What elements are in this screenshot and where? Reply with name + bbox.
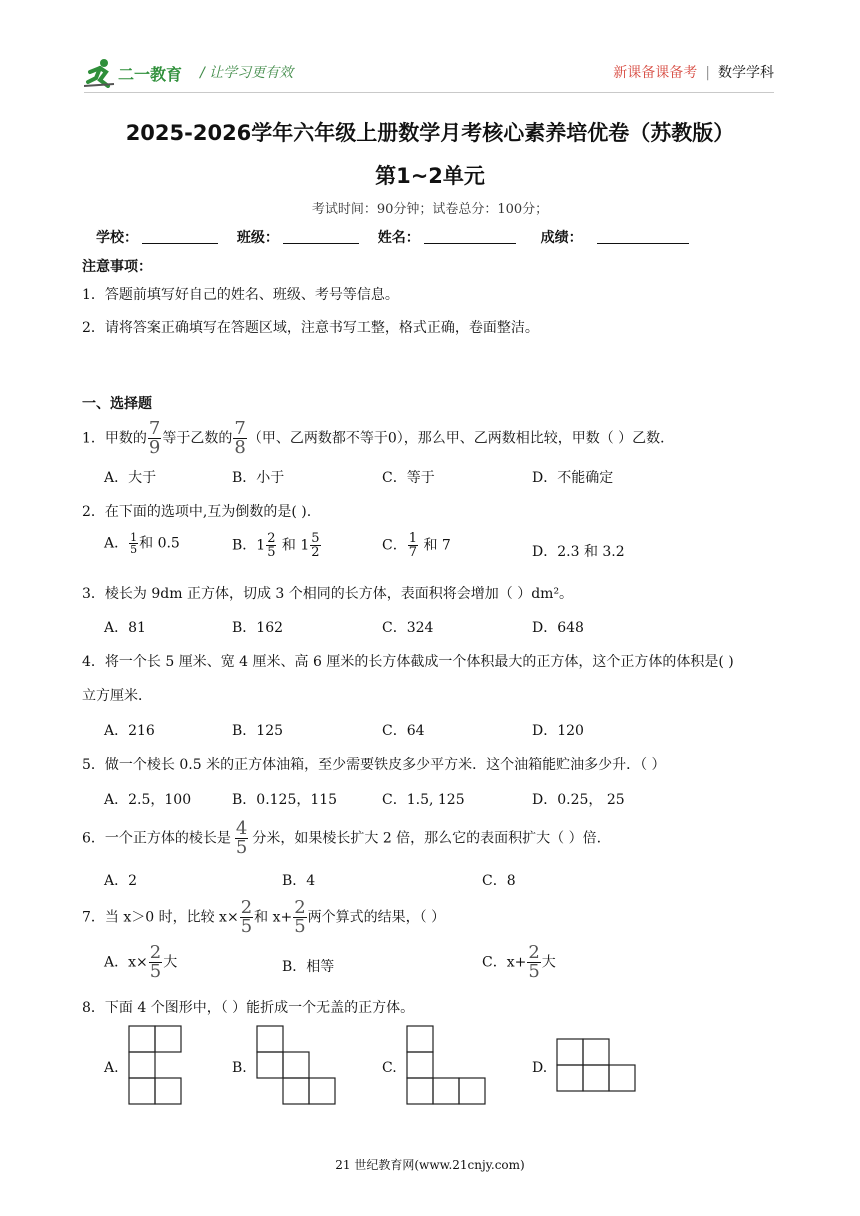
- school-field[interactable]: [96, 227, 218, 247]
- q4-option-a[interactable]: A．216: [104, 723, 155, 739]
- q6-option-b[interactable]: B．4: [282, 873, 316, 889]
- header-divider: [84, 92, 774, 93]
- q5-option-a[interactable]: A．2.5，100: [104, 792, 192, 808]
- option-text: 大: [541, 954, 556, 971]
- section-heading: 一、选择题: [82, 396, 152, 412]
- q7-fraction: [293, 899, 306, 936]
- q1-fraction-2: [233, 420, 246, 457]
- class-field[interactable]: [237, 227, 359, 247]
- numerator: 4: [235, 818, 248, 839]
- denominator: 5: [235, 837, 248, 858]
- numerator: 7: [234, 418, 246, 439]
- q6-fraction: [235, 820, 248, 857]
- question-5: 5．做一个棱长 0.5 米的正方体油箱，至少需要铁皮多少平方米．这个油箱能贮油多少升．（ ）: [82, 757, 666, 773]
- fraction: [149, 944, 162, 981]
- option-text: 大: [163, 954, 178, 971]
- header-course-label: 新课备课备考: [613, 65, 698, 81]
- question-1: [82, 420, 674, 457]
- exam-info: 考试时间：90分钟；试卷总分：100分；: [311, 202, 549, 217]
- fraction: [266, 532, 276, 559]
- score-label: 成绩：: [540, 230, 583, 246]
- denominator: 7: [408, 545, 417, 560]
- q8-option-a[interactable]: A.: [104, 1060, 119, 1076]
- school-label: 学校：: [96, 230, 138, 246]
- denominator: 2: [311, 545, 320, 560]
- note-item: 2．请将答案正确填写在答题区域，注意书写工整，格式正确，卷面整洁。: [82, 320, 539, 336]
- option-text: C．x+: [482, 954, 527, 971]
- q2-option-a[interactable]: [104, 532, 180, 555]
- denominator: 5: [130, 543, 138, 556]
- numerator: 2: [267, 531, 276, 546]
- q6-option-a[interactable]: A．2: [104, 873, 138, 889]
- q1-option-d[interactable]: D．不能确定: [532, 470, 614, 486]
- q1-option-b[interactable]: B．小于: [232, 470, 285, 486]
- q8-option-b[interactable]: B.: [232, 1060, 247, 1076]
- q3-option-c[interactable]: C．324: [382, 620, 434, 636]
- student-info-row: [96, 227, 703, 247]
- q3-option-d[interactable]: D．648: [532, 620, 584, 636]
- denominator: 5: [267, 545, 276, 560]
- header-separator: |: [705, 65, 710, 81]
- name-field[interactable]: [378, 227, 516, 247]
- option-letter: A．: [104, 535, 129, 552]
- question-8: 8．下面 4 个图形中，（ ）能折成一个无盖的正方体。: [82, 1000, 415, 1016]
- fraction: [129, 532, 138, 555]
- option-letter: B．1: [232, 537, 266, 554]
- denominator: 5: [149, 961, 162, 982]
- numerator: 2: [528, 942, 540, 963]
- question-7: [82, 899, 445, 936]
- page-subtitle: 第1~2单元: [375, 164, 485, 188]
- denominator: 5: [528, 961, 540, 982]
- footer[interactable]: 21 世纪教育网(www.21cnjy.com): [335, 1158, 525, 1172]
- q5-option-b[interactable]: B．0.125，115: [232, 792, 338, 808]
- q7-option-c[interactable]: [482, 944, 556, 981]
- page-title: 2025-2026学年六年级上册数学月考核心素养培优卷（苏教版）: [125, 121, 735, 145]
- q3-option-a[interactable]: A．81: [104, 620, 146, 636]
- net-figure-b: [256, 1025, 340, 1107]
- slogan: / 让学习更有效: [200, 65, 294, 81]
- note-item: 1．答题前填写好自己的姓名、班级、考号等信息。: [82, 287, 399, 303]
- numerator: 7: [148, 418, 161, 439]
- class-blank[interactable]: [283, 229, 359, 244]
- option-text: 和 1: [277, 537, 310, 554]
- q1-fraction-1: [148, 420, 161, 457]
- q4-option-d[interactable]: D．120: [532, 723, 584, 739]
- q1-text: 等于乙数的: [162, 430, 233, 447]
- fraction: [408, 532, 418, 559]
- q2-option-c[interactable]: [382, 532, 451, 559]
- net-figure-d: [556, 1038, 640, 1094]
- question-4: 4．将一个长 5 厘米、宽 4 厘米、高 6 厘米的长方体截成一个体积最大的正方体，这个正方体的体积是( ): [82, 654, 734, 670]
- runner-logo-icon: [84, 58, 118, 88]
- q1-text: （甲、乙两数都不等于0），那么甲、乙两数相比较，甲数（ ）乙数．: [247, 430, 675, 447]
- option-letter: C．: [382, 537, 407, 554]
- denominator: 5: [240, 916, 253, 937]
- q8-option-d[interactable]: D.: [532, 1060, 548, 1076]
- score-field[interactable]: [541, 227, 689, 247]
- q1-option-c[interactable]: C．等于: [382, 470, 435, 486]
- notes-heading: 注意事项：: [82, 259, 152, 275]
- numerator: 5: [311, 531, 320, 546]
- option-text: 和 0.5: [139, 535, 180, 552]
- question-4-cont: 立方厘米．: [82, 688, 152, 704]
- q7-text: 7．当 x＞0 时，比较 x×: [82, 909, 239, 926]
- q4-option-b[interactable]: B．125: [232, 723, 284, 739]
- question-6: [82, 820, 601, 857]
- class-label: 班级：: [236, 230, 279, 246]
- numerator: 1: [130, 531, 138, 544]
- q8-option-c[interactable]: C.: [382, 1060, 397, 1076]
- q7-text: 和 x+: [254, 909, 293, 926]
- question-2: 2．在下面的选项中,互为倒数的是( ).: [82, 504, 312, 520]
- q6-option-c[interactable]: C．8: [482, 873, 516, 889]
- q4-option-c[interactable]: C．64: [382, 723, 425, 739]
- denominator: 8: [234, 437, 246, 458]
- q2-option-d[interactable]: D．2.3 和 3.2: [532, 544, 625, 560]
- q7-fraction: [240, 899, 253, 936]
- name-label: 姓名：: [377, 230, 420, 246]
- numerator: 2: [240, 897, 253, 918]
- fraction: [310, 532, 320, 559]
- brand-name: 二一教育: [118, 65, 183, 84]
- name-blank[interactable]: [424, 229, 516, 244]
- denominator: 9: [148, 437, 161, 458]
- q5-option-d[interactable]: D．0.25， 25: [532, 792, 625, 808]
- question-3: 3．棱长为 9dm 正方体，切成 3 个相同的长方体，表面积将会增加（ ）dm²。: [82, 586, 574, 602]
- option-text: A．x×: [104, 954, 148, 971]
- q5-option-c[interactable]: C．1.5, 125: [382, 792, 465, 808]
- header-right: [613, 62, 774, 82]
- numerator: 2: [294, 897, 306, 918]
- q3-option-b[interactable]: B．162: [232, 620, 284, 636]
- header-subject-label: 数学学科: [718, 65, 774, 81]
- q6-text: 6．一个正方体的棱长是: [82, 830, 231, 847]
- net-figure-a: [128, 1025, 184, 1107]
- school-blank[interactable]: [142, 229, 218, 244]
- score-blank[interactable]: [597, 229, 689, 244]
- q7-option-b[interactable]: B．相等: [282, 959, 335, 975]
- q7-text: 两个算式的结果，（ ）: [307, 909, 446, 926]
- numerator: 1: [408, 531, 417, 546]
- q1-option-a[interactable]: A．大于: [104, 470, 157, 486]
- q7-option-a[interactable]: [104, 944, 177, 981]
- net-figure-c: [406, 1025, 490, 1107]
- fraction: [527, 944, 540, 981]
- q2-option-b[interactable]: [232, 532, 322, 559]
- q1-text: 1．甲数的: [82, 430, 147, 447]
- option-text: 和 7: [419, 537, 451, 554]
- numerator: 2: [149, 942, 162, 963]
- denominator: 5: [294, 916, 306, 937]
- q6-text: 分米，如果棱长扩大 2 倍，那么它的表面积扩大（ ）倍.: [252, 830, 602, 847]
